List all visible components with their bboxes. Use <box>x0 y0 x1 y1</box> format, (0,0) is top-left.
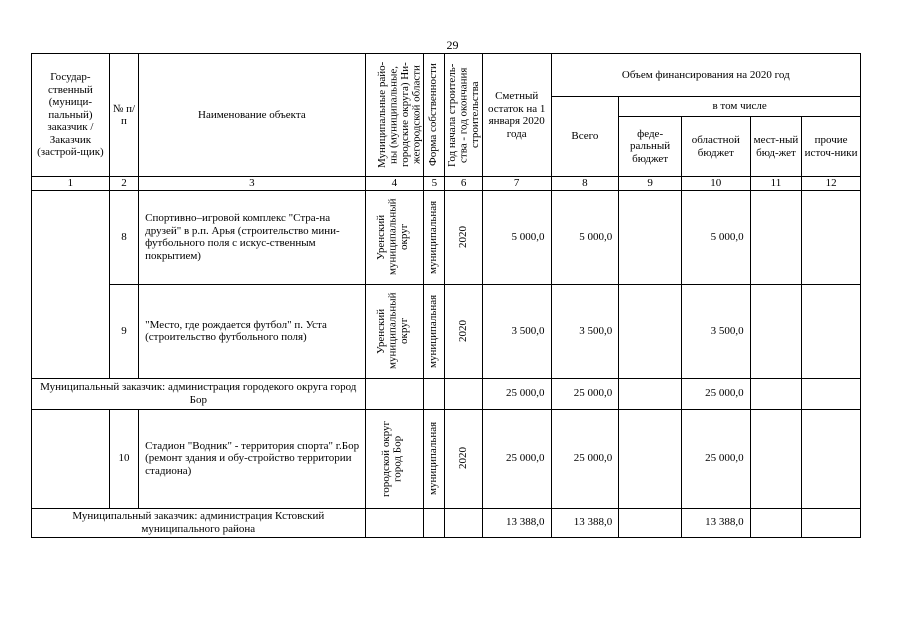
header-num: № п/п <box>109 54 138 177</box>
header-other: прочие источ-ники <box>802 117 861 177</box>
year-cell <box>445 190 482 284</box>
year-text: 2020 <box>456 226 469 248</box>
empty-cell <box>802 378 861 409</box>
col-num-6: 6 <box>445 177 482 191</box>
col-num-8: 8 <box>551 177 619 191</box>
balance-value: 3 500,0 <box>482 284 551 378</box>
row-number: 9 <box>109 284 138 378</box>
header-federal: феде-ральный бюджет <box>619 117 682 177</box>
col-num-9: 9 <box>619 177 682 191</box>
col-num-7: 7 <box>482 177 551 191</box>
federal-value <box>619 190 682 284</box>
local-value <box>750 190 802 284</box>
object-name: "Место, где рождается футбол" п. Уста (строительство футбольного поля) <box>139 284 365 378</box>
header-district-text: Муниципальные райо-ны (муниципальные, городские округа) Ни-жегородской области <box>376 61 423 169</box>
year-text: 2020 <box>456 447 469 470</box>
year-cell <box>445 409 482 508</box>
empty-cell <box>750 409 802 508</box>
district-cell <box>365 284 424 378</box>
row-number: 8 <box>109 190 138 284</box>
local-value <box>750 284 802 378</box>
ownership-cell <box>424 409 445 508</box>
district-text: городской округ город Бор <box>380 420 404 497</box>
empty-cell <box>424 508 445 537</box>
group-label: Муниципальный заказчик: администрация Кстовский муниципального района <box>32 508 366 537</box>
other-value <box>802 190 861 284</box>
header-balance: Сметный остаток на 1 января 2020 года <box>482 54 551 177</box>
ownership-cell <box>424 284 445 378</box>
empty-cell <box>750 378 802 409</box>
financing-table <box>31 53 861 538</box>
empty-cell <box>802 508 861 537</box>
table-row <box>32 409 861 508</box>
object-name: Спортивно–игровой комплекс "Стра-на друзей" в р.п. Арья (строительство мини-футбольного поля с искус-ственным покрытием) <box>139 190 365 284</box>
ownership-text: муниципальная <box>427 200 440 274</box>
col-num-10: 10 <box>681 177 750 191</box>
other-value <box>802 284 861 378</box>
col-num-11: 11 <box>750 177 802 191</box>
col-num-4: 4 <box>365 177 424 191</box>
empty-cell <box>619 409 682 508</box>
balance-value: 5 000,0 <box>482 190 551 284</box>
customer-cell-empty <box>32 409 110 508</box>
regional-value: 3 500,0 <box>681 284 750 378</box>
total-value: 13 388,0 <box>551 508 619 537</box>
balance-value: 25 000,0 <box>482 409 551 508</box>
regional-value: 25 000,0 <box>681 409 750 508</box>
col-num-3: 3 <box>139 177 365 191</box>
table-row <box>32 284 861 378</box>
empty-cell <box>619 378 682 409</box>
total-value: 25 000,0 <box>551 409 619 508</box>
balance-value: 13 388,0 <box>482 508 551 537</box>
page-number: 29 <box>446 38 459 52</box>
regional-value: 25 000,0 <box>681 378 750 409</box>
header-years <box>445 54 482 177</box>
empty-cell <box>619 508 682 537</box>
col-num-5: 5 <box>424 177 445 191</box>
group-row-bor <box>32 378 861 409</box>
col-num-2: 2 <box>109 177 138 191</box>
year-cell <box>445 284 482 378</box>
header-customer: Государ-ственный (муници-пальный) заказчик / Заказчик (застрой-щик) <box>32 54 110 177</box>
header-object-name: Наименование объекта <box>139 54 365 177</box>
regional-value: 13 388,0 <box>681 508 750 537</box>
header-local: мест-ный бюд-жет <box>750 117 802 177</box>
empty-cell <box>445 378 482 409</box>
object-name: Стадион "Водник" - территория спорта" г.Бор (ремонт здания и обу-стройство территории стадиона) <box>139 409 365 508</box>
empty-cell <box>424 378 445 409</box>
empty-cell <box>445 508 482 537</box>
customer-cell-empty <box>32 190 110 378</box>
group-row-kstovo <box>32 508 861 537</box>
federal-value <box>619 284 682 378</box>
header-total: Всего <box>551 97 619 177</box>
header-including: в том числе <box>619 97 861 117</box>
regional-value: 5 000,0 <box>681 190 750 284</box>
row-number: 10 <box>109 409 138 508</box>
ownership-text: муниципальная <box>427 294 440 368</box>
empty-cell <box>750 508 802 537</box>
ownership-text: муниципальная <box>427 421 440 496</box>
district-text: Уренский муниципальный округ <box>375 292 411 370</box>
district-cell <box>365 409 424 508</box>
total-value: 3 500,0 <box>551 284 619 378</box>
ownership-cell <box>424 190 445 284</box>
column-number-row <box>32 177 861 191</box>
header-district <box>365 54 424 177</box>
empty-cell <box>365 378 424 409</box>
table-row <box>32 190 861 284</box>
empty-cell <box>365 508 424 537</box>
header-regional: областной бюджет <box>681 117 750 177</box>
year-text: 2020 <box>456 320 469 342</box>
col-num-12: 12 <box>802 177 861 191</box>
col-num-1: 1 <box>32 177 110 191</box>
district-text: Уренский муниципальный округ <box>375 198 411 276</box>
header-ownership <box>424 54 445 177</box>
district-cell <box>365 190 424 284</box>
group-label: Муниципальный заказчик: администрация городекого округа город Бор <box>32 378 366 409</box>
empty-cell <box>802 409 861 508</box>
header-financing: Объем финансирования на 2020 год <box>551 54 860 97</box>
total-value: 5 000,0 <box>551 190 619 284</box>
header-ownership-text: Форма собственности <box>427 63 440 167</box>
total-value: 25 000,0 <box>551 378 619 409</box>
header-years-text: Год начала строитель-ства - год окончания строительства <box>445 63 481 167</box>
balance-value: 25 000,0 <box>482 378 551 409</box>
